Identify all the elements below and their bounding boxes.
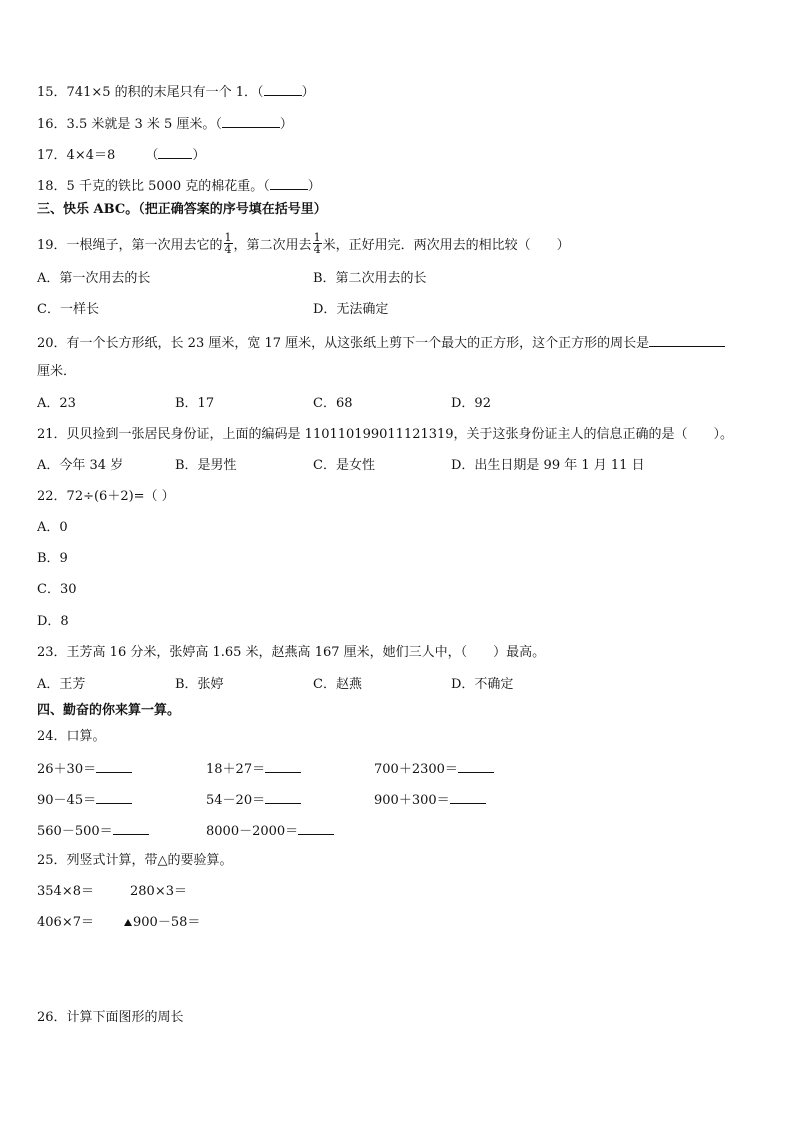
mental-math-item bbox=[37, 760, 132, 778]
mental-math-expression: 700＋2300＝ bbox=[374, 762, 458, 777]
mental-math-expression: 90－45＝ bbox=[37, 793, 97, 808]
paren-close: ） bbox=[192, 148, 206, 163]
mental-math-item bbox=[206, 791, 301, 809]
paren-close: ） bbox=[307, 179, 321, 194]
question-18-text: 18．5 千克的铁比 5000 克的棉花重。（ bbox=[37, 179, 270, 194]
option-b[interactable]: B．17 bbox=[175, 396, 215, 411]
mental-math-item bbox=[37, 791, 132, 809]
option-c[interactable]: C．一样长 bbox=[37, 302, 99, 317]
section-4-heading: 四、勤奋的你来算一算。 bbox=[37, 703, 181, 718]
mental-math-item bbox=[374, 791, 486, 809]
mental-math-expression: 26＋30＝ bbox=[37, 762, 97, 777]
option-b[interactable]: B．9 bbox=[37, 551, 68, 566]
option-c[interactable]: C．30 bbox=[37, 582, 77, 597]
answer-blank[interactable] bbox=[298, 822, 334, 835]
option-d[interactable]: D．8 bbox=[37, 614, 69, 629]
paren-open: （ bbox=[145, 148, 159, 163]
fraction-denominator: 4 bbox=[313, 243, 321, 256]
question-20 bbox=[37, 334, 725, 352]
answer-blank[interactable] bbox=[265, 791, 301, 804]
question-15-text: 15．741×5 的积的末尾只有一个 1．（ bbox=[37, 85, 264, 100]
answer-blank[interactable] bbox=[265, 760, 301, 773]
option-b[interactable]: B．第二次用去的长 bbox=[313, 271, 427, 286]
answer-blank[interactable] bbox=[222, 115, 280, 128]
question-17 bbox=[37, 146, 205, 164]
mental-math-expression: 8000－2000＝ bbox=[206, 824, 299, 839]
answer-blank[interactable] bbox=[649, 334, 725, 347]
answer-blank[interactable] bbox=[270, 177, 308, 190]
paren-close: ） bbox=[279, 117, 293, 132]
answer-blank[interactable] bbox=[158, 146, 192, 159]
question-18 bbox=[37, 177, 321, 195]
answer-blank[interactable] bbox=[458, 760, 494, 773]
mental-math-item bbox=[206, 760, 301, 778]
question-19 bbox=[37, 231, 570, 257]
vertical-calc-item-checked bbox=[124, 915, 200, 931]
option-c[interactable]: C．赵燕 bbox=[313, 677, 362, 692]
answer-blank[interactable] bbox=[96, 791, 132, 804]
answer-blank[interactable] bbox=[450, 791, 486, 804]
fraction-denominator: 4 bbox=[224, 243, 232, 256]
triangle-icon bbox=[124, 919, 132, 926]
section-3-heading: 三、快乐 ABC。（把正确答案的序号填在括号里） bbox=[37, 202, 327, 217]
mental-math-expression: 18＋27＝ bbox=[206, 762, 266, 777]
question-16-text: 16．3.5 米就是 3 米 5 厘米。（ bbox=[37, 117, 222, 132]
answer-blank[interactable] bbox=[113, 822, 149, 835]
option-c[interactable]: C．是女性 bbox=[313, 458, 375, 473]
fraction-numerator: 1 bbox=[313, 231, 321, 244]
vertical-calc-expression: 900－58＝ bbox=[133, 915, 201, 930]
question-17-text: 17．4×4＝8 bbox=[37, 148, 116, 163]
mental-math-item bbox=[206, 822, 334, 840]
option-d[interactable]: D．出生日期是 99 年 1 月 11 日 bbox=[451, 458, 645, 473]
question-22: 22．72÷(6＋2)=（ ） bbox=[37, 489, 175, 504]
option-b[interactable]: B．是男性 bbox=[175, 458, 237, 473]
question-20-text: 20．有一个长方形纸，长 23 厘米，宽 17 厘米，从这张纸上剪下一个最大的正方形，这个正方形的周长是 bbox=[37, 336, 650, 351]
fraction-numerator: 1 bbox=[224, 231, 232, 244]
question-20-line-2: 厘米． bbox=[37, 364, 77, 379]
question-24-title: 24．口算。 bbox=[37, 729, 106, 744]
option-b[interactable]: B．张婷 bbox=[175, 677, 224, 692]
question-26-title: 26．计算下面图形的周长 bbox=[37, 1010, 184, 1025]
option-c[interactable]: C．68 bbox=[313, 396, 353, 411]
mental-math-item bbox=[374, 760, 494, 778]
option-d[interactable]: D．92 bbox=[451, 396, 491, 411]
paren-close: ） bbox=[301, 85, 315, 100]
question-15 bbox=[37, 83, 315, 101]
question-21: 21．贝贝捡到一张居民身份证，上面的编码是 110110199011121319，关于这张身份证主人的信息正确的是（ ）。 bbox=[37, 427, 734, 442]
vertical-calc-item: 280×3＝ bbox=[130, 884, 187, 899]
option-a[interactable]: A．第一次用去的长 bbox=[37, 271, 151, 286]
option-a[interactable]: A．今年 34 岁 bbox=[37, 458, 124, 473]
question-19-text: 19．一根绳子，第一次用去它的 bbox=[37, 238, 223, 253]
question-19-text-3: 米，正好用完．两次用去的相比较（ ） bbox=[322, 238, 570, 253]
option-d[interactable]: D．不确定 bbox=[451, 677, 514, 692]
question-16 bbox=[37, 115, 293, 133]
question-19-text-2: ，第二次用去 bbox=[233, 238, 312, 253]
option-a[interactable]: A．王芳 bbox=[37, 677, 86, 692]
option-a[interactable]: A．23 bbox=[37, 396, 76, 411]
answer-blank[interactable] bbox=[96, 760, 132, 773]
mental-math-item bbox=[37, 822, 149, 840]
option-d[interactable]: D．无法确定 bbox=[313, 302, 389, 317]
question-23: 23．王芳高 16 分米，张婷高 1.65 米，赵燕高 167 厘米，她们三人中，（ ）最高。 bbox=[37, 645, 546, 660]
vertical-calc-item: 406×7＝ bbox=[37, 915, 94, 930]
fraction bbox=[224, 232, 233, 255]
mental-math-expression: 560－500＝ bbox=[37, 824, 113, 839]
question-25-title: 25．列竖式计算，带△的要验算。 bbox=[37, 853, 233, 868]
answer-blank[interactable] bbox=[264, 83, 302, 96]
mental-math-expression: 900＋300＝ bbox=[374, 793, 450, 808]
option-a[interactable]: A．0 bbox=[37, 520, 68, 535]
mental-math-expression: 54－20＝ bbox=[206, 793, 266, 808]
vertical-calc-item: 354×8＝ bbox=[37, 884, 94, 899]
fraction bbox=[313, 232, 322, 255]
